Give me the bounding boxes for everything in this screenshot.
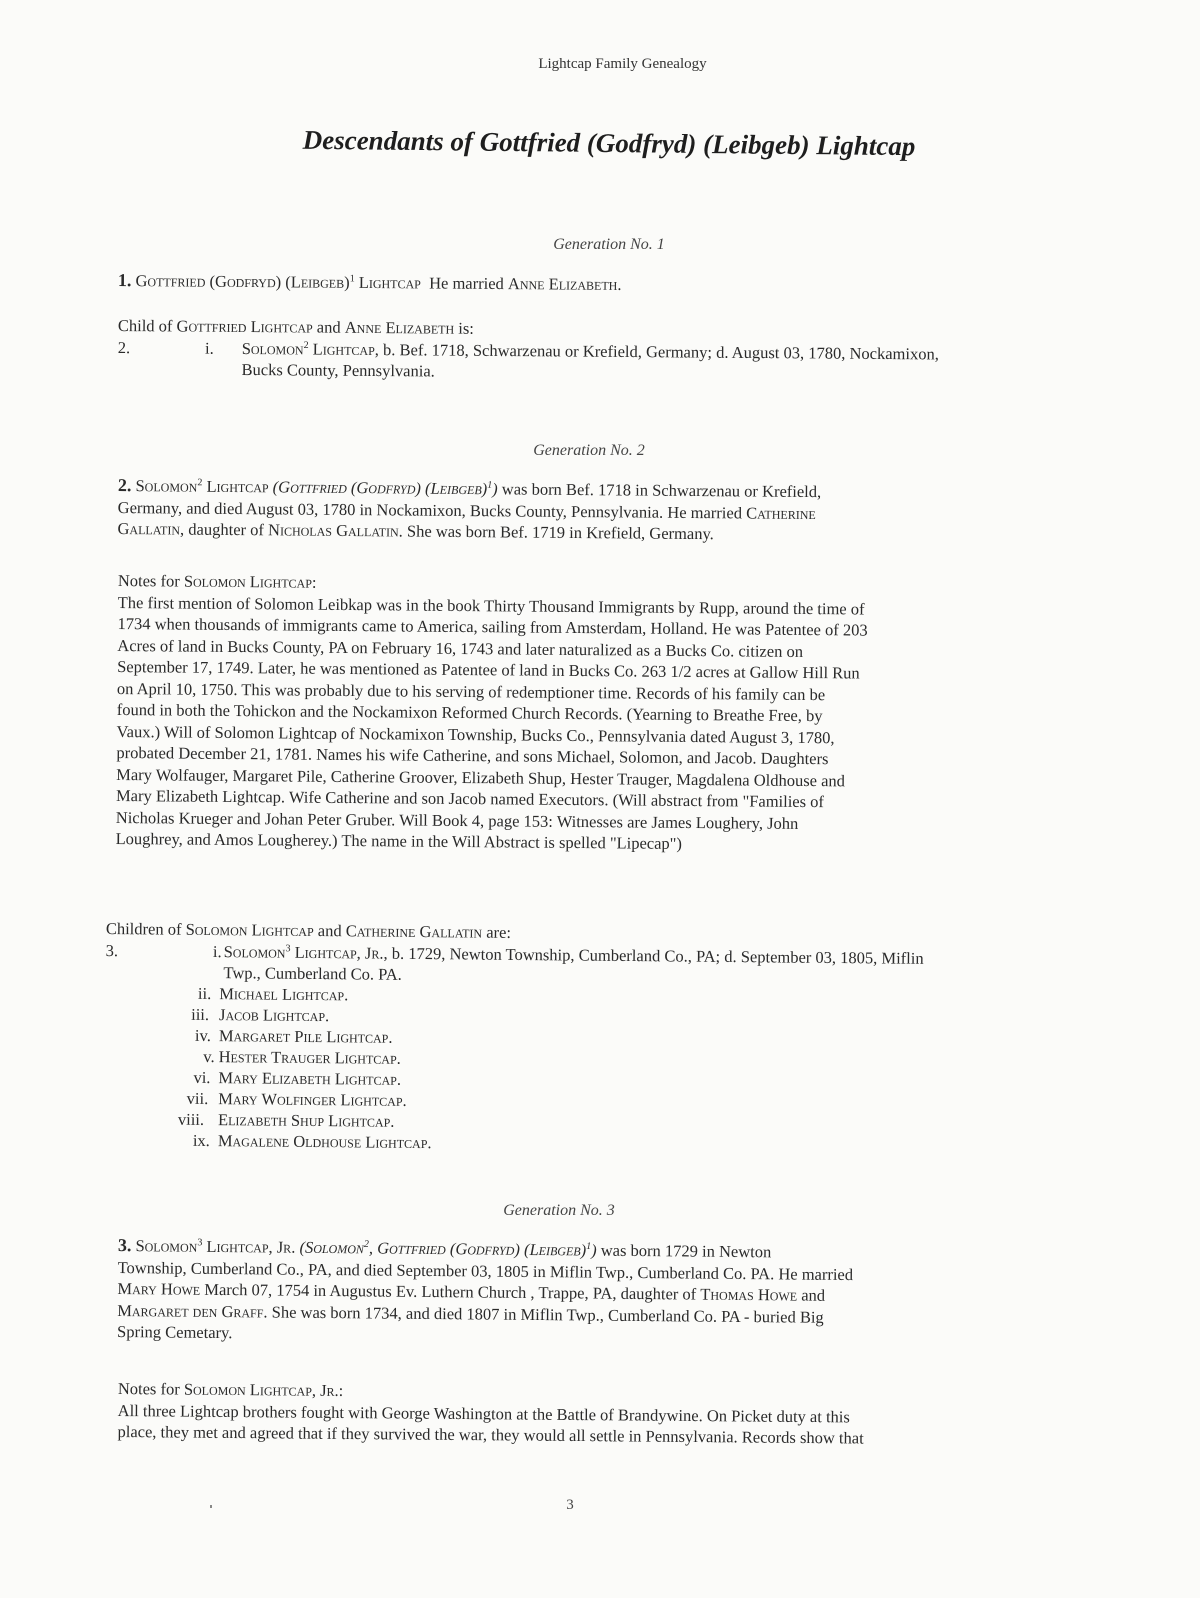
child-roman-numeral: iv. (194, 1025, 211, 1045)
father-name: Gottfried Lightcap (176, 316, 313, 337)
notes-label: Notes for (117, 570, 180, 591)
spouse-name: Anne Elizabeth (507, 274, 618, 294)
intro-text: is: (458, 318, 475, 338)
person-name: Solomon (135, 476, 198, 496)
generation-3-notes (117, 1378, 1048, 1451)
child-vitals: . (396, 1069, 402, 1089)
spouse-mother-name: Margaret den Graff (117, 1300, 264, 1321)
notes-line: September 17, 1749. Later, he was mentioned as Patentee of land in Bucks Co. 263 1/2 acres at Gallow Hill Run (117, 656, 860, 683)
lineage: ) (591, 1240, 597, 1260)
lineage: (Gottfried (Godfryd) (Leibgeb) (272, 477, 488, 499)
person-surname: Lightcap, Jr. (206, 1236, 296, 1257)
person-surname: Lightcap (206, 476, 269, 497)
notes-line: The first mention of Solomon Leibkap was in the book Thirty Thousand Immigrants by Rupp, around the time of (117, 592, 865, 619)
notes-line: Vaux.) Will of Solomon Lightcap of Nockamixon Township, Bucks Co., Pennsylvania dated August 3, 1780, (116, 721, 835, 747)
intro-text: are: (486, 922, 512, 942)
generation-1-entry (118, 270, 1058, 299)
mother-name: Catherine Gallatin (345, 921, 483, 942)
generation-superscript: 1 (487, 479, 493, 491)
generation-superscript: 2 (303, 339, 309, 351)
child-vitals-continued: Twp., Cumberland Co. PA. (223, 962, 402, 984)
spouse-father-name: Thomas Howe (700, 1284, 798, 1305)
notes-line: Nicholas Krueger and Johan Peter Gruber. Will Book 4, page 153: Witnesses are James Loughery, John (115, 807, 799, 833)
child-name: Margaret Pile Lightcap (218, 1025, 389, 1047)
child-vitals: . (396, 1048, 401, 1068)
generation-superscript: 2 (197, 477, 203, 489)
generation-heading: Generation No. 2 (533, 442, 645, 459)
child-name: Solomon (223, 941, 286, 962)
child-vitals: . (324, 1005, 330, 1025)
child-vitals: . (427, 1132, 432, 1152)
entry-number: 3. (117, 1235, 132, 1256)
child-roman-numeral: iii. (191, 1004, 210, 1024)
entry-text: was born Bef. 1718 in Schwarzenau or Krefield, (501, 479, 822, 502)
child-name: Elizabeth Shup Lightcap (217, 1109, 391, 1131)
generation-heading: Generation No. 3 (503, 1202, 615, 1219)
entry-text: , daughter of (180, 519, 265, 540)
entry-number: 1. (117, 270, 132, 291)
entry-text: . (617, 274, 622, 294)
mother-name: Anne Elizabeth (344, 317, 455, 338)
lineage: ) (492, 479, 498, 499)
generation-superscript: 1 (586, 1240, 592, 1253)
child-name: Michael Lightcap (219, 983, 345, 1004)
entry-text: . She was born 1734, and died 1807 in Miflin Twp., Cumberland Co. PA - buried Big (263, 1301, 824, 1327)
entry-text: He married (429, 273, 504, 294)
father-name: Solomon Lightcap (185, 919, 314, 940)
intro-text: and (317, 921, 342, 941)
child-generation-number: 3. (105, 940, 119, 960)
child-vitals: . (388, 1027, 393, 1047)
notes-line: probated December 21, 1781. Names his wife Catherine, and sons Michael, Solomon, and Jacob. Daughters (116, 742, 829, 769)
notes-line: on April 10, 1750. This was probably due to his serving of redemptioner time. Records of his family can be (116, 678, 826, 704)
notes-line: place, they met and agreed that if they survived the war, they would all settle in Pennsylvania. Records show that (117, 1421, 864, 1448)
entry-text: Township, Cumberland Co., PA, and died September 03, 1805 in Miflin Twp., Cumberland Co. PA. He married (117, 1257, 854, 1284)
generation-1-children (118, 315, 1058, 386)
child-vitals: . (344, 984, 349, 1004)
child-name: Mary Wolfinger Lightcap (218, 1088, 403, 1110)
notes-line: Loughrey, and Amos Lougherey.) The name in the Will Abstract is spelled "Lipecap") (115, 828, 683, 853)
intro-text: and (316, 317, 341, 337)
child-surname: Lightcap, Jr. (294, 942, 384, 963)
notes-subject: Solomon Lightcap: (183, 571, 317, 592)
running-header: Lightcap Family Genealogy (538, 56, 707, 72)
notes-line: found in both the Tohickon and the Nockamixon Reformed Church Records. (Yearning to Breathe Free, by (116, 699, 823, 726)
generation-2-children (104, 918, 1046, 1159)
generation-superscript: 3 (197, 1237, 203, 1249)
notes-line: Acres of land in Bucks County, PA on February 16, 1743 and later naturalized as a Bucks Co. citizen on (117, 635, 804, 661)
generation-superscript: 3 (285, 942, 291, 954)
child-roman-numeral: vii. (186, 1088, 209, 1108)
spouse-name: Mary Howe (117, 1278, 201, 1299)
notes-line: Mary Wolfauger, Margaret Pile, Catherine Groover, Elizabeth Shup, Hester Trauger, Magdalena Oldhouse and (116, 764, 846, 790)
child-name: Mary Elizabeth Lightcap (218, 1067, 397, 1089)
intro-text: Child of (117, 315, 173, 336)
spouse-father-name: Nicholas Gallatin (268, 520, 399, 541)
child-surname: Lightcap (312, 339, 375, 359)
generation-superscript: 1 (349, 273, 355, 285)
notes-line: Mary Elizabeth Lightcap. Wife Catherine and son Jacob named Executors. (Will abstract from "Families of (115, 785, 825, 812)
child-roman-numeral: viii. (177, 1109, 205, 1129)
notes-body (116, 591, 1058, 857)
spouse-name: Gallatin (117, 518, 181, 539)
document-title: Descendants of Gottfried (Godfryd) (Leibgeb) Lightcap (302, 124, 916, 162)
notes-label: Notes for (117, 1379, 180, 1399)
lineage: (Solomon (299, 1237, 365, 1258)
generation-2-entry (117, 475, 1058, 548)
generation-heading: Generation No. 1 (553, 236, 665, 253)
lineage: , Gottfried (Godfryd) (Leibgeb) (368, 1238, 587, 1260)
entry-text: . She was born Bef. 1719 in Krefield, Germany. (398, 521, 714, 544)
child-name: Magalene Oldhouse Lightcap (217, 1130, 428, 1152)
scan-speck (210, 1505, 212, 1508)
child-name: Solomon (241, 338, 304, 358)
child-generation-number: 2. (117, 337, 131, 357)
child-name: Hester Trauger Lightcap (218, 1046, 397, 1068)
generation-2-notes (116, 570, 1058, 858)
child-vitals: . (402, 1090, 407, 1110)
child-vitals: , b. Bef. 1718, Schwarzenau or Krefield, Germany; d. August 03, 1780, Nockamixon, (374, 339, 939, 363)
child-roman-numeral: vi. (193, 1067, 211, 1087)
entry-text: Spring Cemetary. (116, 1321, 233, 1343)
spouse-name: Catherine (746, 502, 816, 523)
person-entry (118, 270, 1058, 299)
child-roman-numeral: v. (203, 1046, 215, 1066)
notes-subject: Solomon Lightcap, Jr.: (183, 1379, 344, 1400)
person-name: Gottfried (Godfryd) (Leibgeb) (135, 271, 350, 292)
notes-line: 1734 when thousands of immigrants came to America, sailing from Amsterdam, Holland. He was Patentee of 203 (117, 613, 868, 640)
child-vitals: , b. 1729, Newton Township, Cumberland Co., PA; d. September 03, 1805, Miflin (383, 943, 924, 968)
entry-text: Germany, and died August 03, 1780 in Nockamixon, Bucks County, Pennsylvania. He married (117, 497, 743, 522)
child-roman-numeral: ii. (197, 983, 212, 1003)
child-roman-numeral: i. (212, 941, 222, 961)
children-list (104, 939, 1046, 1158)
intro-text: Children of (105, 918, 182, 939)
notes-body (117, 1399, 1047, 1450)
generation-superscript: 2 (363, 1238, 370, 1250)
entry-text: March 07, 1754 in Augustus Ev. Luthern Church , Trappe, PA, daughter of (204, 1279, 697, 1304)
person-surname: Lightcap (358, 272, 421, 293)
child-vitals: . (390, 1111, 395, 1131)
child-roman-numeral: i. (204, 338, 214, 358)
person-name: Solomon (135, 1236, 198, 1256)
child-roman-numeral: ix. (192, 1130, 210, 1150)
child-vitals-continued: Bucks County, Pennsylvania. (241, 359, 435, 380)
entry-text: was born 1729 in Newton (600, 1240, 772, 1262)
generation-3-entry (117, 1235, 1048, 1351)
notes-line: All three Lightcap brothers fought with George Washington at the Battle of Brandywine. On Picket duty at this (117, 1400, 850, 1426)
entry-number: 2. (117, 475, 132, 496)
page-number: 3 (566, 1497, 574, 1513)
entry-text: and (801, 1285, 826, 1305)
child-name: Jacob Lightcap (218, 1004, 326, 1025)
